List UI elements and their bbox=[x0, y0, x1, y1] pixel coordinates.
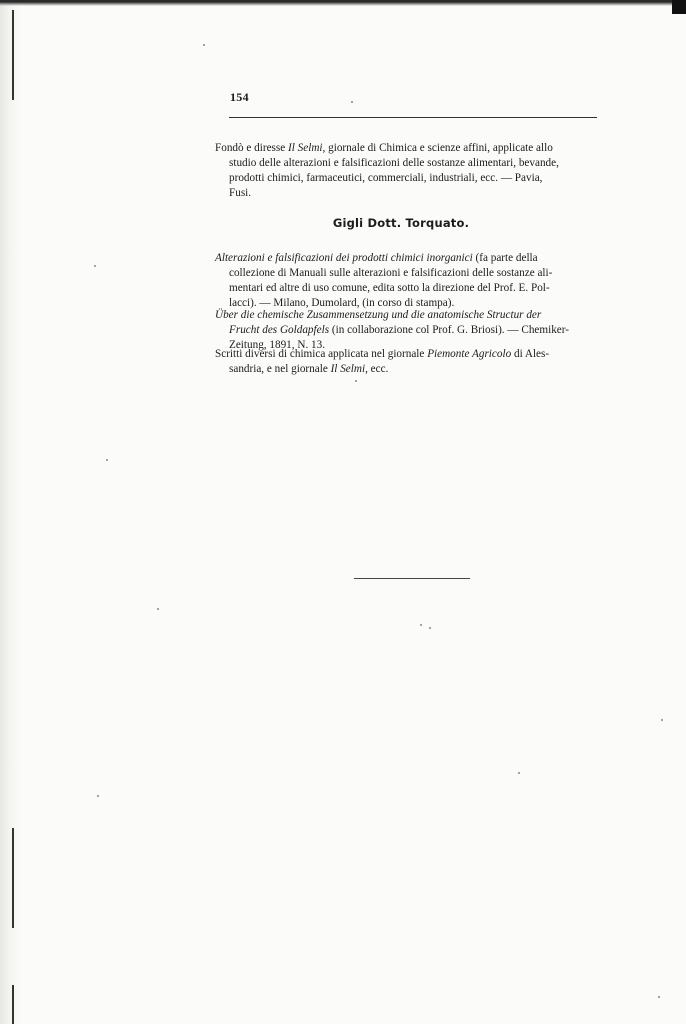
scan-corner-shadow bbox=[672, 0, 686, 14]
italic-title-text: Alterazioni e falsificazioni dei prodotti chimici inorganici bbox=[215, 252, 473, 264]
entry-text: (fa parte della bbox=[472, 252, 538, 264]
entry-line bbox=[215, 156, 607, 171]
publication-entry-3 bbox=[215, 347, 607, 377]
binding-mark-bottom bbox=[12, 828, 14, 928]
entry-text: mentari ed altre di uso comune, edita sotto la direzione del Prof. E. Pol- bbox=[229, 282, 550, 294]
scan-edge-left bbox=[0, 0, 22, 1024]
italic-title-text: Frucht des Goldapfels bbox=[229, 324, 330, 336]
scan-speck bbox=[94, 265, 96, 267]
section-end-rule bbox=[354, 578, 470, 579]
scan-edge-top bbox=[0, 0, 686, 6]
entry-line bbox=[215, 323, 607, 338]
entry-line bbox=[215, 362, 607, 377]
entry-text: prodotti chimici, farmaceutici, commerciali, industriali, ecc. — Pavia, bbox=[229, 172, 543, 184]
entry-text: studio delle alterazioni e falsificazioni delle sostanze alimentari, bevande, bbox=[229, 157, 559, 169]
scan-speck bbox=[658, 996, 660, 998]
entry-text: Fusi. bbox=[229, 187, 252, 199]
italic-title-text: Il Selmi, bbox=[288, 142, 326, 154]
scan-speck bbox=[97, 795, 99, 797]
author-heading bbox=[0, 216, 686, 230]
scan-speck bbox=[429, 627, 431, 629]
binding-mark-foot bbox=[12, 985, 14, 1024]
italic-title-text: Piemonte Agricolo bbox=[427, 348, 512, 360]
entry-line bbox=[215, 281, 607, 296]
entry-line bbox=[215, 266, 607, 281]
entry-line bbox=[215, 347, 607, 362]
author-heading-text: Gigli Dott. Torquato. bbox=[332, 216, 470, 230]
header-rule bbox=[229, 117, 597, 118]
italic-title-text: Über die chemische Zusammensetzung und die anatomische Structur der bbox=[215, 309, 542, 321]
scan-speck bbox=[157, 608, 159, 610]
entry-line bbox=[215, 308, 607, 323]
scan-speck bbox=[661, 719, 663, 721]
entry-line bbox=[215, 186, 607, 201]
scan-speck bbox=[351, 101, 353, 103]
scan-speck bbox=[355, 380, 357, 382]
italic-title-text: Il Selmi, bbox=[330, 363, 368, 375]
entry-text: giornale di Chimica e scienze affini, applicate allo bbox=[325, 142, 553, 154]
entry-text: sandria, e nel giornale bbox=[229, 363, 331, 375]
entry-text: Zeitung, 1891, N. 13. bbox=[229, 339, 326, 351]
entry-text: lacci). — Milano, Dumolard, (in corso di stampa). bbox=[229, 297, 455, 309]
entry-text: ecc. bbox=[367, 363, 389, 375]
scan-speck bbox=[518, 772, 520, 774]
scan-speck bbox=[420, 624, 422, 626]
entry-text: Fondò e diresse bbox=[215, 142, 289, 154]
entry-text: Scritti diversi di chimica applicata nel giornale bbox=[215, 348, 428, 360]
scan-speck bbox=[203, 44, 205, 46]
entry-line bbox=[215, 141, 607, 156]
entry-text: (in collaborazione col Prof. G. Briosi). — Chemiker- bbox=[329, 324, 569, 336]
scan-speck bbox=[106, 459, 108, 461]
page-number: 154 bbox=[230, 90, 249, 104]
entry-line bbox=[215, 251, 607, 266]
binding-mark-top bbox=[12, 10, 14, 100]
entry-text: collezione di Manuali sulle alterazioni e falsificazioni delle sostanze ali- bbox=[229, 267, 553, 279]
publication-entry-1 bbox=[215, 251, 607, 311]
entry-text: di Ales- bbox=[511, 348, 550, 360]
entry-line bbox=[215, 171, 607, 186]
bibliography-entry-editorship bbox=[215, 141, 607, 201]
